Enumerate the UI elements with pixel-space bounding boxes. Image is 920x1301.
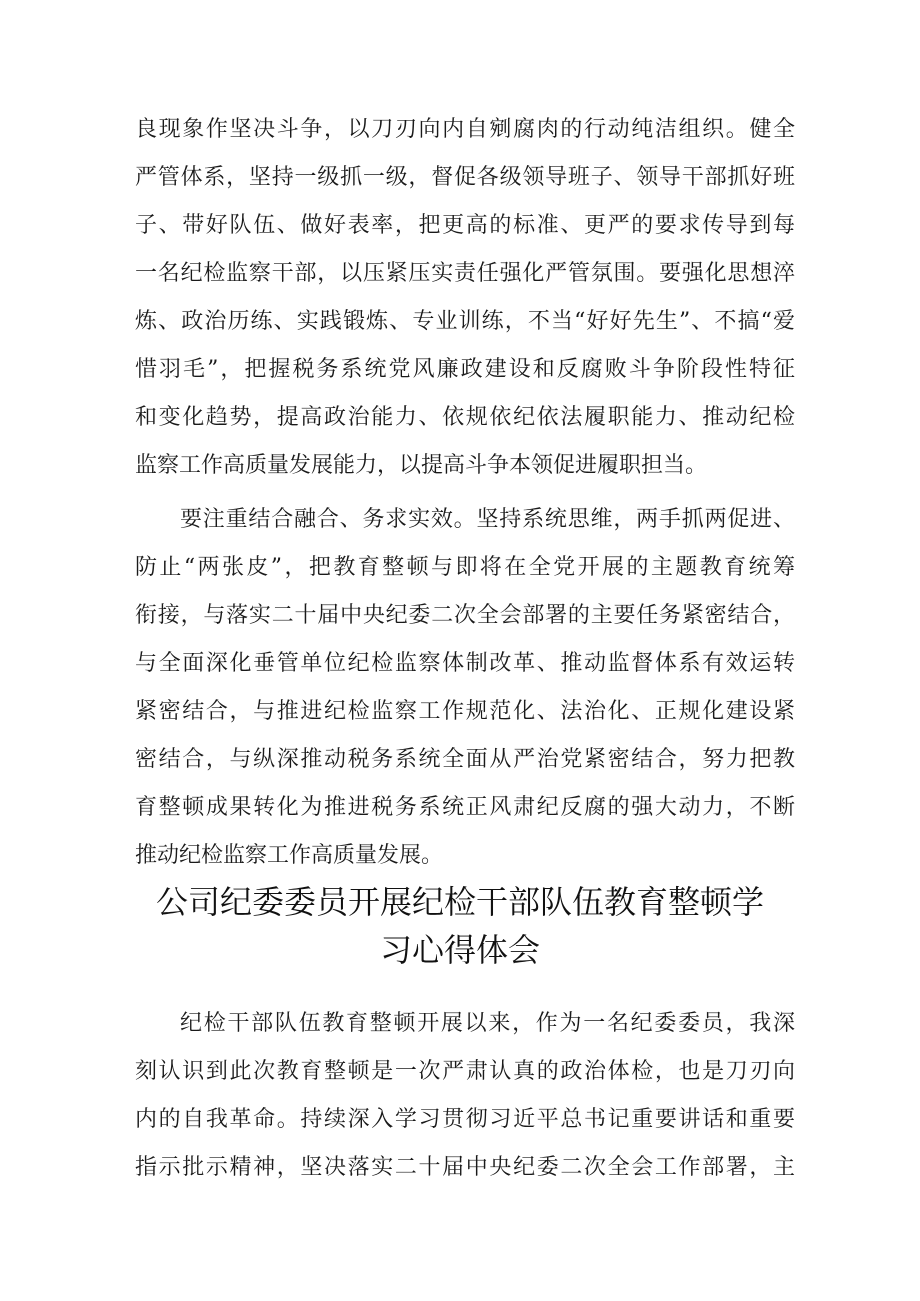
text-line: 育整顿成果转化为推进税务系统正风肃纪反腐的强大动力，不断 [135, 795, 795, 820]
text-line: 密结合，与纵深推动税务系统全面从严治党紧密结合，努力把教 [135, 747, 795, 772]
article-title: 公司纪委委员开展纪检干部队伍教育整顿学 [155, 883, 764, 921]
text-line: 要注重结合融合、务求实效。坚持系统思维，两手抓两促进、 [180, 507, 795, 532]
text-line: 内的自我革命。持续深入学习贯彻习近平总书记重要讲话和重要 [135, 1107, 795, 1132]
text-line: 推动纪检监察工作高质量发展。 [135, 843, 444, 868]
text-line: 一名纪检监察干部，以压紧压实责任强化严管氛围。要强化思想淬 [135, 261, 795, 286]
text-line: 良现象作坚决斗争，以刀刃向内自剜腐肉的行动纯洁组织。健全 [135, 117, 795, 142]
text-line: 惜羽毛”，把握税务系统党风廉政建设和反腐败斗争阶段性特征 [135, 357, 795, 382]
text-line: 紧密结合，与推进纪检监察工作规范化、法治化、正规化建设紧 [135, 699, 795, 724]
text-line: 指示批示精神，坚决落实二十届中央纪委二次全会工作部署，主 [135, 1155, 795, 1180]
text-line: 炼、政治历练、实践锻炼、专业训练，不当“好好先生”、不搞“爱 [135, 309, 795, 334]
text-line: 刻认识到此次教育整顿是一次严肃认真的政治体检，也是刀刃向 [135, 1059, 795, 1084]
text-line: 和变化趋势，提高政治能力、依规依纪依法履职能力、推动纪检 [135, 405, 795, 430]
text-line: 严管体系，坚持一级抓一级，督促各级领导班子、领导干部抓好班 [135, 165, 795, 190]
article-title-continued: 习心得体会 [379, 931, 540, 969]
text-line: 子、带好队伍、做好表率，把更高的标准、更严的要求传导到每 [135, 213, 795, 238]
text-line: 监察工作高质量发展能力，以提高斗争本领促进履职担当。 [135, 453, 708, 478]
text-line: 纪检干部队伍教育整顿开展以来，作为一名纪委委员，我深 [180, 1011, 795, 1036]
text-line: 与全面深化垂管单位纪检监察体制改革、推动监督体系有效运转 [135, 651, 795, 676]
text-line: 衔接，与落实二十届中央纪委二次全会部署的主要任务紧密结合， [135, 603, 795, 628]
text-line: 防止“两张皮”，把教育整顿与即将在全党开展的主题教育统筹 [135, 555, 795, 580]
